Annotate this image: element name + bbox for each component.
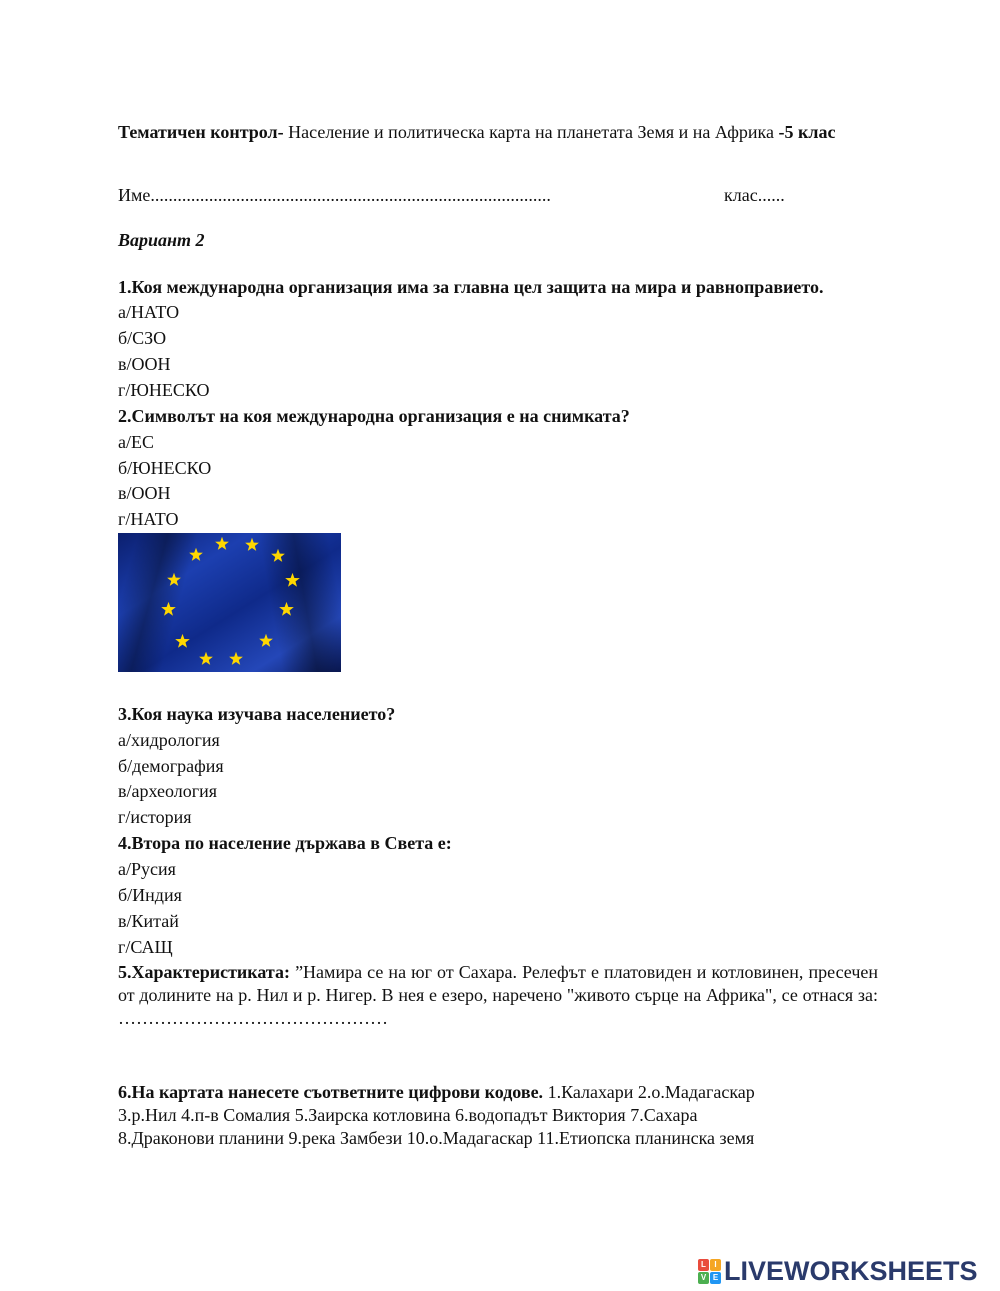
q3-option-a[interactable]: а/хидрология [118, 730, 220, 750]
q2-option-a[interactable]: а/ЕС [118, 432, 154, 452]
title-topic: Население и политическа карта на планетата Земя и на Африка [283, 122, 779, 142]
question-5 [118, 961, 878, 1030]
q5-label: 5.Характеристиката: [118, 962, 290, 982]
question-4: 4.Втора по население държава в Света е: [118, 833, 452, 853]
q1-option-d[interactable]: г/ЮНЕСКО [118, 380, 210, 400]
title-bold: Тематичен контрол- [118, 122, 284, 142]
q3-option-c[interactable]: в/археология [118, 781, 218, 801]
question-2: 2.Символът на коя международна организация е на снимката? [118, 406, 630, 426]
q4-option-b[interactable]: б/Индия [118, 885, 182, 905]
question-6 [118, 1081, 755, 1150]
q6-line3: 8.Драконови планини 9.река Замбези 10.о.Мадагаскар 11.Етиопска планинска земя [118, 1128, 755, 1148]
q6-line2: 3.р.Нил 4.п-в Сомалия 5.Заирска котловина 6.водопадът Виктория 7.Сахара [118, 1105, 698, 1125]
q5-text: ”Намира се на юг от Сахара. Релефът е платовиден и котловинен, пресечен от долините на р. Нил и р. Нигер. В нея е езеро, наречено "живото сърце на Африка", се отнася за: ……………………………………… [118, 962, 878, 1028]
q6-line1: 1.Калахари 2.о.Мадагаскар [543, 1082, 755, 1102]
name-field[interactable]: Име......................................................................................... [118, 185, 551, 205]
question-1: 1.Коя международна организация има за главна цел защита на мира и равноправието. [118, 277, 824, 297]
eu-flag-image [118, 533, 341, 672]
question-3: 3.Коя наука изучава населението? [118, 704, 396, 724]
q2-option-d[interactable]: г/НАТО [118, 509, 179, 529]
page-title [118, 119, 878, 145]
q2-option-b[interactable]: б/ЮНЕСКО [118, 458, 212, 478]
q6-label: 6.На картата нанесете съответните цифрови кодове. [118, 1082, 544, 1102]
q1-option-c[interactable]: в/ООН [118, 354, 171, 374]
title-grade: -5 клас [778, 122, 836, 142]
q1-option-b[interactable]: б/СЗО [118, 328, 167, 348]
q4-option-c[interactable]: в/Китай [118, 911, 179, 931]
q4-option-a[interactable]: а/Русия [118, 859, 176, 879]
variant-label: Вариант 2 [118, 230, 205, 250]
q1-option-a[interactable]: а/НАТО [118, 302, 180, 322]
q3-option-d[interactable]: г/история [118, 807, 192, 827]
q2-option-c[interactable]: в/ООН [118, 483, 171, 503]
class-field[interactable]: клас...... [724, 185, 785, 205]
liveworksheets-logo-icon: L I V E [698, 1259, 720, 1283]
liveworksheets-logo [698, 1256, 978, 1286]
q4-option-d[interactable]: г/САЩ [118, 937, 173, 957]
liveworksheets-logo-text: LIVEWORKSHEETS [724, 1255, 978, 1286]
q3-option-b[interactable]: б/демография [118, 756, 224, 776]
